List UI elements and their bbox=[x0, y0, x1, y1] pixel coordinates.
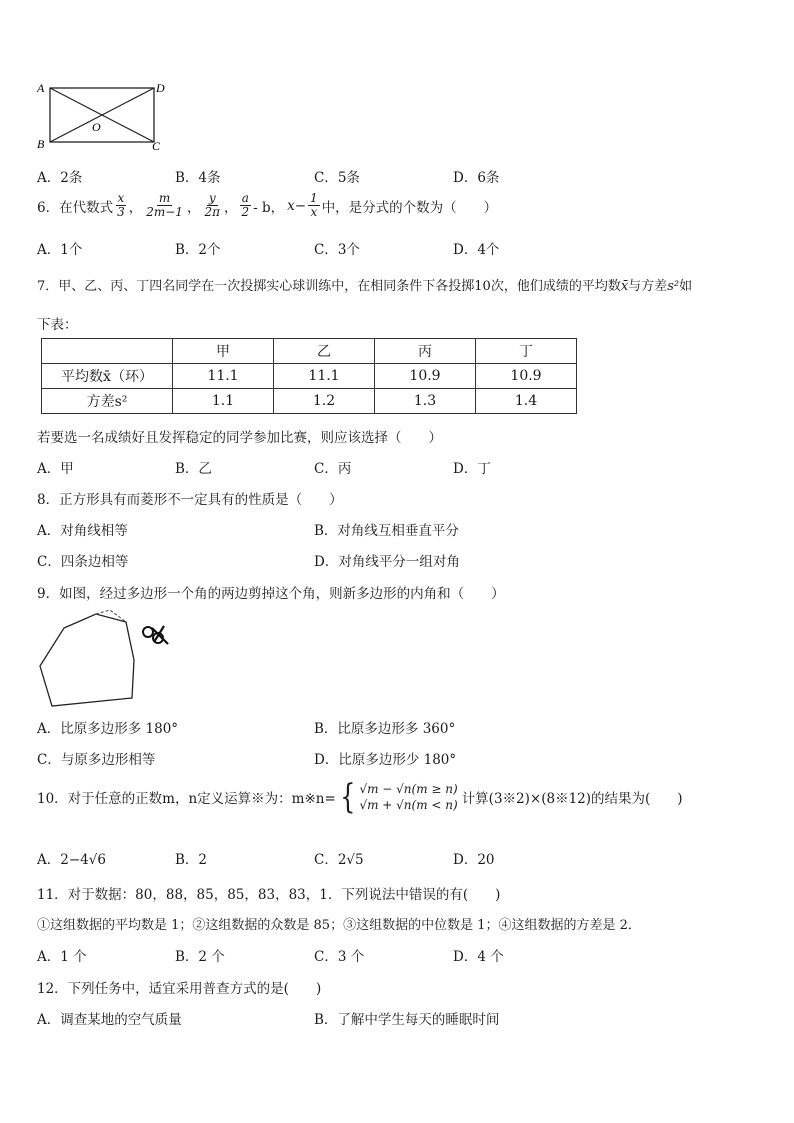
table-cell: 10.9 bbox=[375, 364, 476, 389]
q7-option-d: D．丁 bbox=[453, 461, 491, 477]
q7-s2: s² bbox=[667, 279, 680, 294]
vertex-label-c: C bbox=[152, 139, 161, 152]
q9-option-d: D．比原多边形少 180° bbox=[314, 752, 457, 768]
q9-option-c: C．与原多边形相等 bbox=[37, 752, 156, 768]
q6-option-b: B．2个 bbox=[175, 242, 221, 258]
q11-question: 11．对于数据：80，88，85，85，83，83，1．下列说法中错误的有( ) bbox=[37, 887, 501, 903]
q5-option-b: B．4条 bbox=[175, 170, 221, 186]
table-header-cell: 丙 bbox=[375, 339, 476, 364]
vertex-label-d: D bbox=[156, 81, 165, 95]
q9-option-a: A．比原多边形多 180° bbox=[37, 721, 179, 737]
table-cell: 1.1 bbox=[173, 389, 274, 414]
q6-fraction-5: $\frac{1}{x}$ bbox=[310, 191, 318, 220]
q7-option-c: C．丙 bbox=[314, 461, 352, 477]
q10-suffix: 计算(3※2)×(8※12)的结果为( ) bbox=[461, 791, 683, 807]
q8-option-b: B．对角线互相垂直平分 bbox=[314, 523, 459, 539]
q7-option-b: B．乙 bbox=[175, 461, 212, 477]
q6-option-a: A．1个 bbox=[37, 242, 83, 258]
q6-fraction-4: $\frac{a}{2}$ bbox=[241, 191, 250, 220]
q5-option-c: C．5条 bbox=[314, 170, 360, 186]
q7-question-line1: 7．甲、乙、丙、丁四名同学在一次投掷实心球训练中，在相同条件下各投掷10次，他们成绩的平均数x̄与方差s²如 bbox=[37, 279, 693, 294]
q10-prefix: 10．对于任意的正数m，n定义运算※为：m※n= bbox=[37, 791, 336, 807]
table-header-cell: 丁 bbox=[476, 339, 577, 364]
q8-option-d: D．对角线平分一组对角 bbox=[314, 554, 460, 570]
q12-question: 12．下列任务中，适宜采用普查方式的是( ) bbox=[37, 981, 322, 997]
q12-option-b: B．了解中学生每天的睡眠时间 bbox=[314, 1012, 500, 1028]
q5-option-d: D．6条 bbox=[453, 170, 500, 186]
center-label-o: O bbox=[92, 120, 101, 134]
q6-fraction-2: $\frac{m}{2m-1}$ bbox=[146, 191, 183, 220]
table-row bbox=[42, 389, 577, 414]
q6-x-minus: x− bbox=[287, 197, 307, 214]
q10-question bbox=[37, 777, 683, 817]
q11-statements: ①这组数据的平均数是 1；②这组数据的众数是 85；③这组数据的中位数是 1；④这组数据的方差是 2． bbox=[37, 918, 641, 933]
table-cell: 平均数x̄（环） bbox=[42, 364, 173, 389]
table-header-row bbox=[42, 339, 577, 364]
table-header-cell bbox=[42, 339, 173, 364]
q9-question: 9．如图，经过多边形一个角的两边剪掉这个角，则新多边形的内角和（ ） bbox=[37, 586, 505, 602]
q6-suffix: 中，是分式的个数为（ ） bbox=[321, 199, 498, 216]
q10-option-c: C．2√5 bbox=[314, 852, 364, 868]
q6-fraction-1: $\frac{x}{3}$ bbox=[117, 191, 125, 220]
table-cell: 11.1 bbox=[173, 364, 274, 389]
q7-xbar: x̄ bbox=[620, 279, 629, 294]
table-cell: 1.2 bbox=[274, 389, 375, 414]
q7-question-line2: 下表： bbox=[37, 317, 78, 333]
table-cell: 10.9 bbox=[476, 364, 577, 389]
scissors-icon bbox=[143, 626, 168, 644]
rectangle-figure bbox=[36, 80, 176, 152]
q10-option-b: B．2 bbox=[175, 852, 208, 868]
q10-option-d: D．20 bbox=[453, 852, 495, 868]
q8-option-c: C．四条边相等 bbox=[37, 554, 129, 570]
q12-option-a: A．调查某地的空气质量 bbox=[37, 1012, 182, 1028]
q10-case-2: √m + √n(m < n) bbox=[359, 798, 458, 812]
q5-option-a: A．2条 bbox=[37, 170, 83, 186]
q6-mid: - b， bbox=[253, 199, 285, 216]
q11-option-d: D．4 个 bbox=[453, 949, 504, 965]
q6-option-d: D．4个 bbox=[453, 242, 500, 258]
table-cell: 11.1 bbox=[274, 364, 375, 389]
q11-option-c: C．3 个 bbox=[314, 949, 365, 965]
table-row bbox=[42, 364, 577, 389]
q10-piecewise: { √m − √n(m ≥ n) √m + √n(m < n) bbox=[340, 777, 458, 817]
q7-question: 若要选一名成绩好且发挥稳定的同学参加比赛，则应该选择（ ） bbox=[37, 430, 442, 446]
q7-option-a: A．甲 bbox=[37, 461, 74, 477]
q6-prefix: 6．在代数式 bbox=[37, 199, 114, 216]
table-header-cell: 甲 bbox=[173, 339, 274, 364]
table-cell: 1.4 bbox=[476, 389, 577, 414]
q6-question: 6．在代数式 $\frac{x}{3}$ ， $\frac{m}{2m-1}$ ， $\frac{y}{2\pi}$ ， $\frac{a}{2}$ - b， x− $\frac{1}{x}$ 中，是分式的个数为（ ） bbox=[37, 191, 498, 220]
q10-case-1: √m − √n(m ≥ n) bbox=[359, 781, 458, 796]
table-cell: 1.3 bbox=[375, 389, 476, 414]
q8-option-a: A．对角线相等 bbox=[37, 523, 128, 539]
polygon-cut-figure bbox=[36, 610, 176, 710]
q6-fraction-3: $\frac{y}{2\pi}$ bbox=[204, 191, 220, 220]
q11-option-a: A．1 个 bbox=[37, 949, 87, 965]
table-cell: 方差s² bbox=[42, 389, 173, 414]
vertex-label-b: B bbox=[37, 137, 45, 151]
q6-option-c: C．3个 bbox=[314, 242, 360, 258]
q11-option-b: B．2 个 bbox=[175, 949, 225, 965]
vertex-label-a: A bbox=[37, 81, 45, 95]
q9-option-b: B．比原多边形多 360° bbox=[314, 721, 456, 737]
table-header-cell: 乙 bbox=[274, 339, 375, 364]
q8-question: 8．正方形具有而菱形不一定具有的性质是（ ） bbox=[37, 492, 343, 508]
q7-score-table bbox=[41, 338, 577, 414]
q10-option-a: A．2−4√6 bbox=[37, 852, 106, 868]
